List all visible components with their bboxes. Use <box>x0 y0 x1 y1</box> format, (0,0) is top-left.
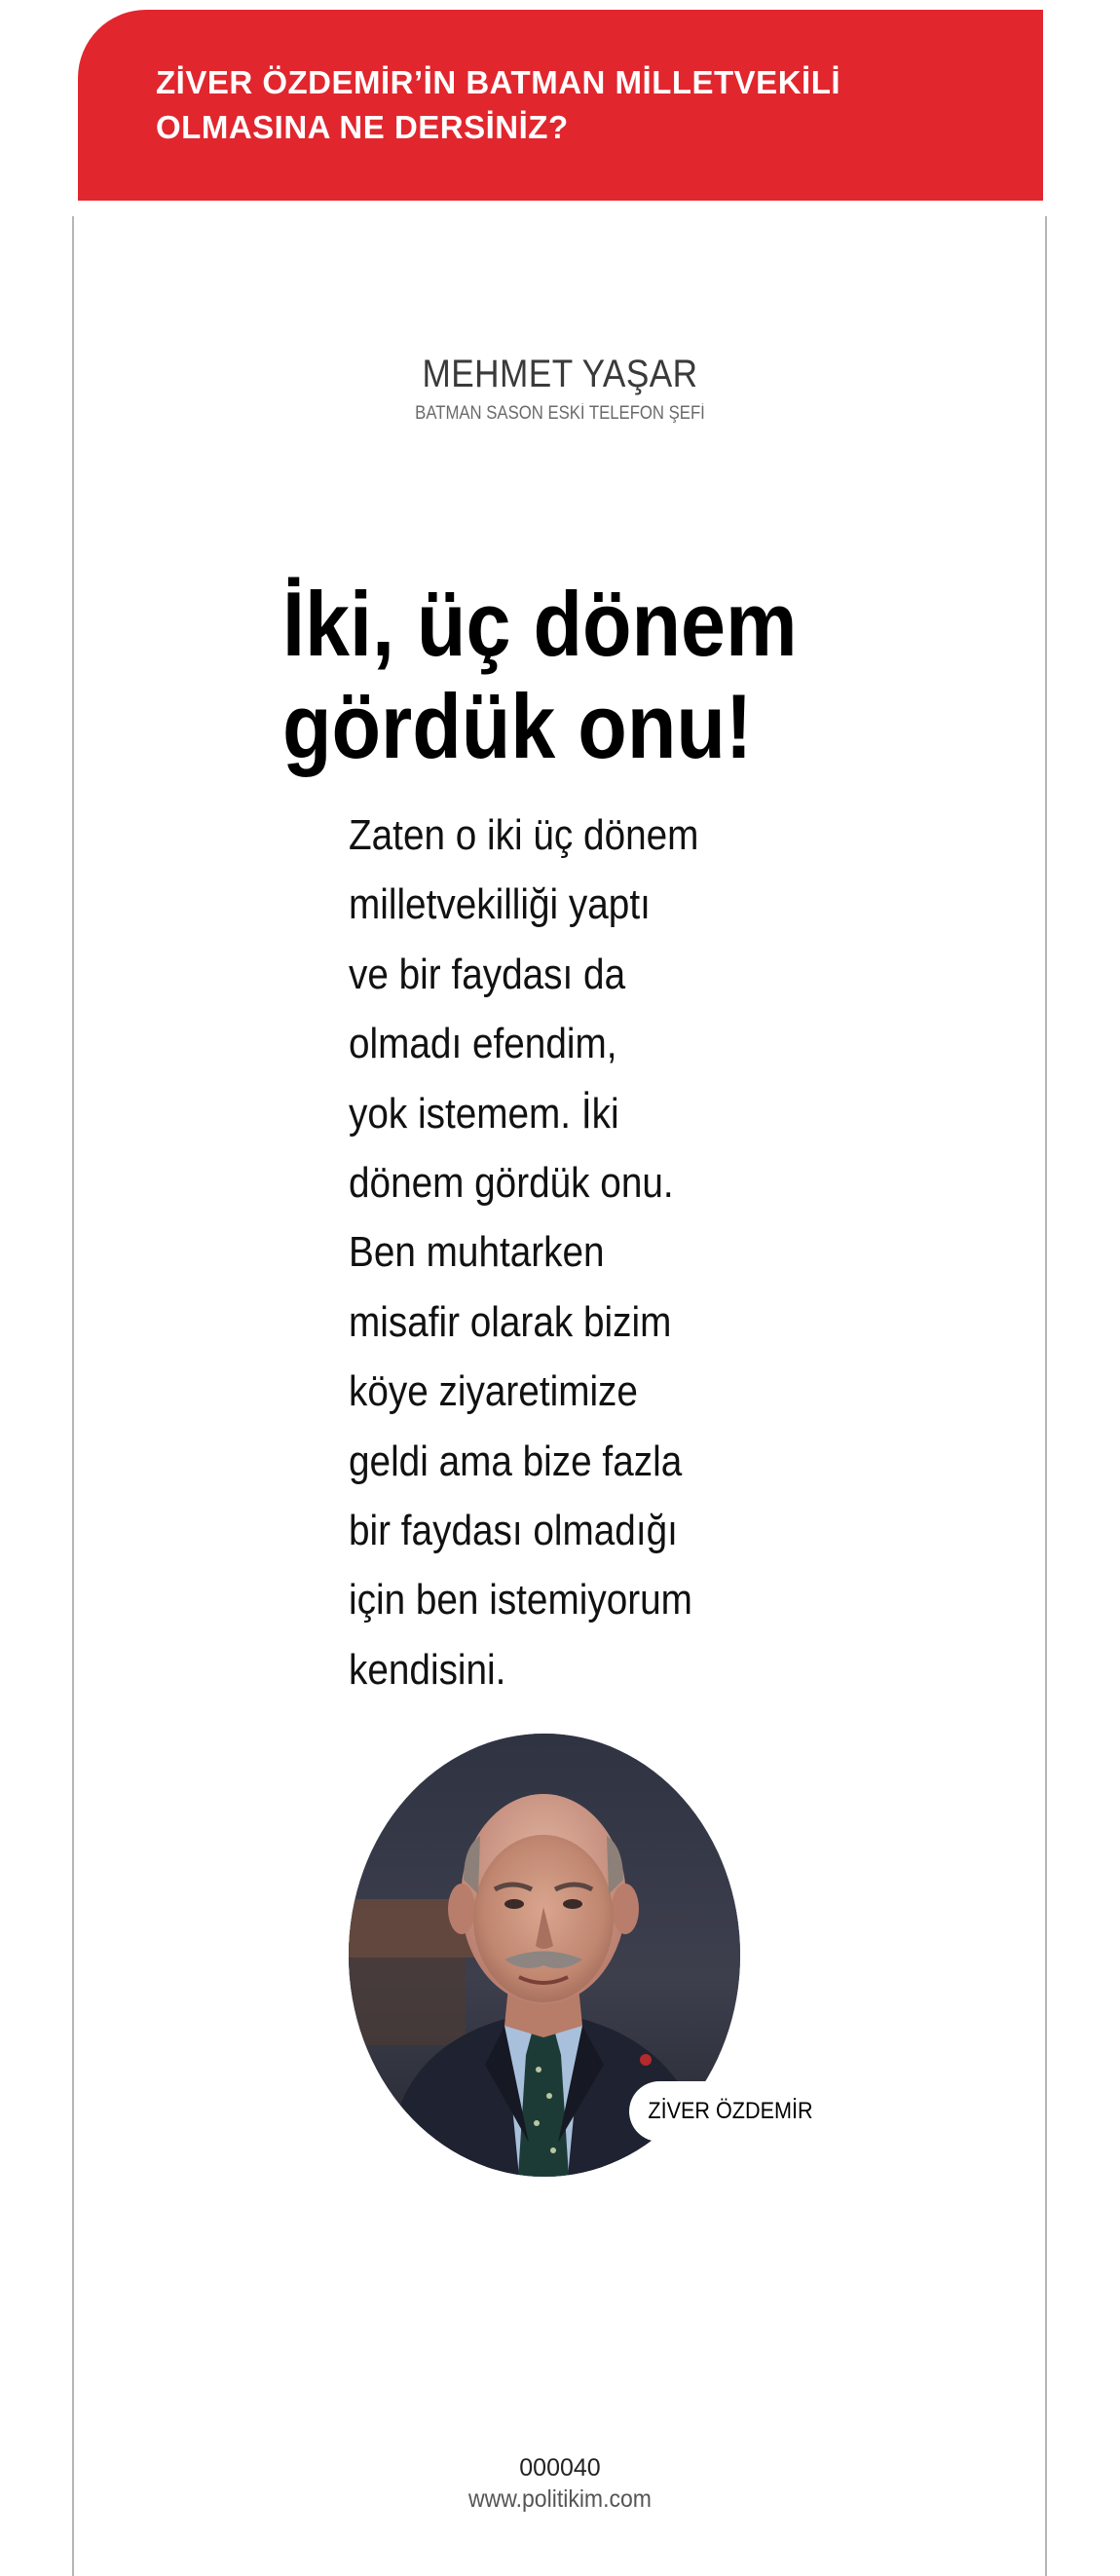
author-role: BATMAN SASON ESKİ TELEFON ŞEFİ <box>415 403 705 424</box>
headline <box>282 573 882 777</box>
header-banner <box>78 10 1043 201</box>
banner-title <box>156 60 935 150</box>
banner-title-line-1: ZİVER ÖZDEMİR’İN BATMAN MİLLETVEKİLİ <box>156 64 841 100</box>
quote-line: Zaten o iki üç dönem <box>349 811 699 859</box>
banner-title-line-2: OLMASINA NE DERSİNİZ? <box>156 109 569 145</box>
headline-line-2: gördük onu! <box>282 675 753 777</box>
quote-text <box>349 801 829 1704</box>
author-block <box>0 351 1120 427</box>
frame-right-border <box>1045 216 1047 2576</box>
quote-line: kendisini. <box>349 1645 506 1694</box>
portrait-caption-text: ZİVER ÖZDEMİR <box>648 2098 813 2124</box>
portrait-caption <box>629 2081 832 2142</box>
quote-line: ve bir faydası da <box>349 950 626 998</box>
footer-url[interactable]: www.politikim.com <box>468 2485 652 2513</box>
quote-line: dönem gördük onu. <box>349 1159 674 1208</box>
quote-line: köye ziyaretimize <box>349 1367 638 1416</box>
quote-line: yok istemem. İki <box>349 1089 619 1138</box>
quote-line: için ben istemiyorum <box>349 1576 692 1624</box>
author-name: MEHMET YAŞAR <box>422 353 698 395</box>
quote-line: bir faydası olmadığı <box>349 1507 678 1555</box>
footer <box>0 2452 1120 2515</box>
quote-line: milletvekilliği yaptı <box>349 880 651 929</box>
headline-line-1: İki, üç dönem <box>282 573 798 675</box>
quote-line: misafir olarak bizim <box>349 1297 672 1346</box>
quote-line: Ben muhtarken <box>349 1228 605 1277</box>
footer-code: 000040 <box>519 2454 601 2482</box>
frame-left-border <box>72 216 74 2576</box>
quote-line: geldi ama bize fazla <box>349 1437 683 1485</box>
quote-line: olmadı efendim, <box>349 1020 617 1068</box>
